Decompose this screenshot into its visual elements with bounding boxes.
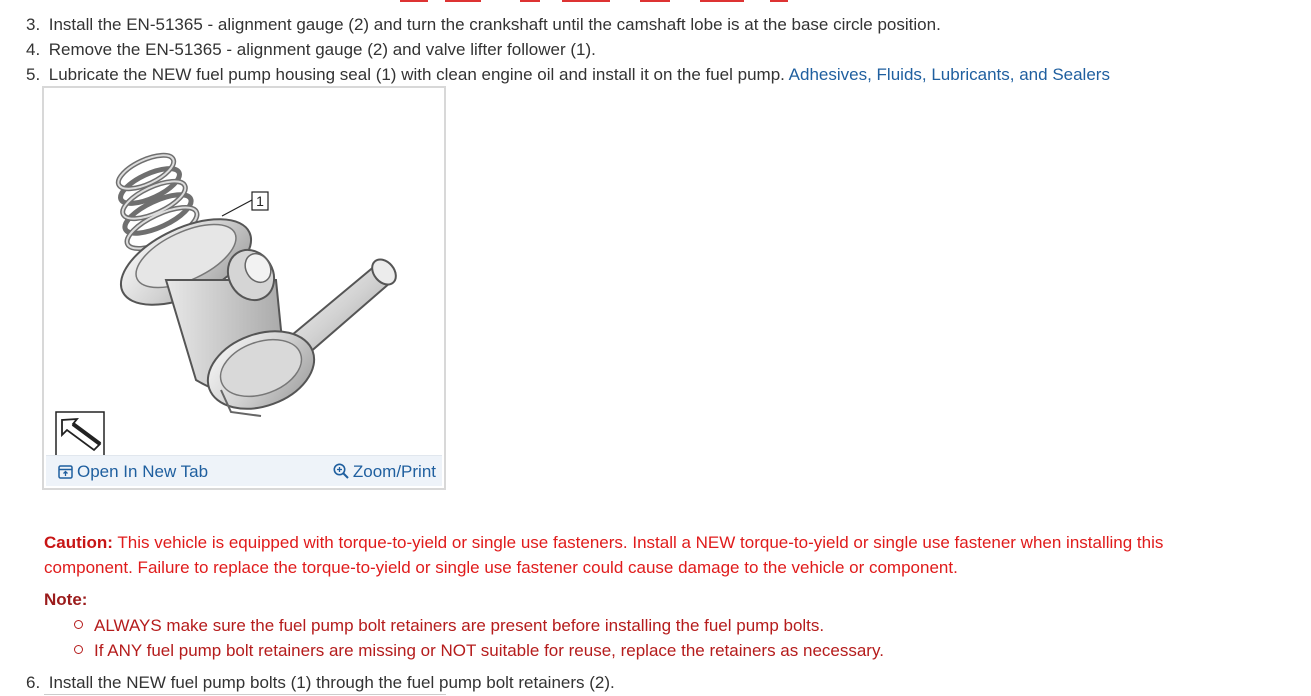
step-3 <box>26 15 941 35</box>
step-number: 4. <box>26 40 41 59</box>
arrow-indicator-icon <box>56 412 104 456</box>
callout-number: 1 <box>256 193 264 209</box>
step-text: Install the NEW fuel pump bolts (1) through the fuel pump bolt retainers (2). <box>48 673 615 692</box>
caution-text: This vehicle is equipped with torque-to-yield or single use fasteners. Install a NEW torque-to-yield or single use fastener when installing this component. Failure to replace the torque-to-yield or single use fastener could cause damage to the vehicle or component. <box>44 533 1164 577</box>
next-figure-border <box>44 694 446 695</box>
figure-toolbar <box>46 455 442 486</box>
step-number: 6. <box>26 673 41 692</box>
adhesives-fluids-link[interactable]: Adhesives, Fluids, Lubricants, and Sealers <box>788 65 1110 84</box>
note-item-text: If ANY fuel pump bolt retainers are missing or NOT suitable for reuse, replace the retainers as necessary. <box>94 641 884 660</box>
caution-label: Caution: <box>44 533 113 552</box>
open-in-new-tab-label: Open In New Tab <box>77 462 209 481</box>
step-text: Install the EN-51365 - alignment gauge (2) and turn the crankshaft until the camshaft lobe is at the base circle position. <box>48 15 941 34</box>
note-list <box>74 613 884 663</box>
fuel-pump-illustration <box>46 90 442 458</box>
bullet-icon <box>74 620 83 629</box>
open-in-new-tab-link[interactable] <box>58 462 208 482</box>
step-text: Lubricate the NEW fuel pump housing seal (1) with clean engine oil and install it on the fuel pump. <box>48 65 789 84</box>
callout-leader-line <box>222 200 252 216</box>
zoom-print-link[interactable] <box>333 462 436 482</box>
caution-block <box>44 530 1244 580</box>
zoom-print-label: Zoom/Print <box>352 462 436 481</box>
bullet-icon <box>74 645 83 654</box>
open-new-tab-icon <box>58 465 73 479</box>
zoom-icon <box>333 463 349 479</box>
step-5 <box>26 65 1110 85</box>
fuel-pump-figure <box>42 86 446 490</box>
note-item <box>74 613 884 638</box>
note-label: Note: <box>44 590 88 609</box>
step-number: 5. <box>26 65 41 84</box>
step-4 <box>26 40 596 60</box>
step-6 <box>26 673 615 693</box>
note-item <box>74 638 884 663</box>
step-number: 3. <box>26 15 41 34</box>
step-text: Remove the EN-51365 - alignment gauge (2) and valve lifter follower (1). <box>48 40 596 59</box>
previous-step-text-cutoff <box>0 0 1311 4</box>
note-item-text: ALWAYS make sure the fuel pump bolt retainers are present before installing the fuel pump bolts. <box>94 616 825 635</box>
